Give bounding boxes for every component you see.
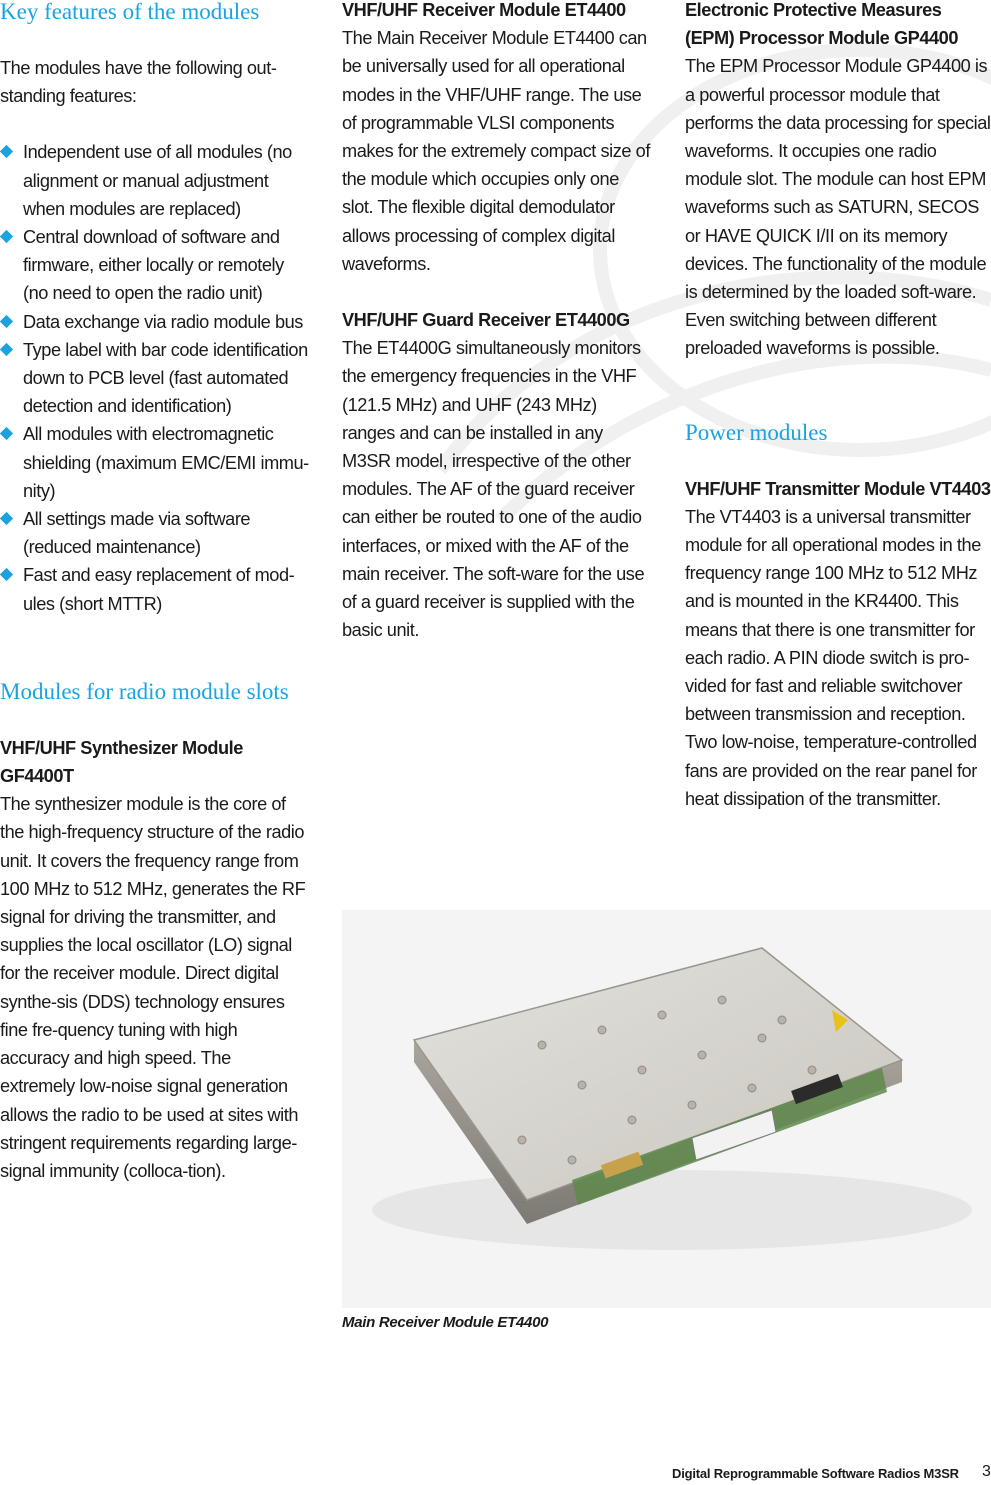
- column-right: [685, 0, 991, 813]
- power-heading: Power modules: [685, 419, 828, 445]
- features-list: [0, 138, 310, 617]
- feature-item: Fast and easy replacement of mod-ules (short MTTR): [0, 561, 310, 617]
- diamond-bullet-icon: [0, 568, 13, 581]
- column-left: [0, 0, 310, 1185]
- feature-item: Data exchange via radio module bus: [0, 308, 310, 336]
- guard-receiver-text: The ET4400G simultaneously monitors the emergency frequencies in the VHF (121.5 MHz) and UHF (243 MHz) ranges and can be installed in any M3SR model, irrespective of the other modules. The AF of the guard receiver can either be routed to one of the audio interfaces, or mixed with the AF of the main receiver. The soft-ware for the use of a guard receiver is supplied with the basic unit.: [342, 338, 645, 641]
- column-middle: [342, 0, 654, 644]
- receiver-text: The Main Receiver Module ET4400 can be universally used for all operational modes in the VHF/UHF range. The use of programmable VLSI components makes for the extremely compact size of the module which occupies only one slot. The flexible digital demodulator allows processing of complex digital waveforms.: [342, 28, 650, 274]
- diamond-bullet-icon: [0, 230, 13, 243]
- photo-caption: Main Receiver Module ET4400: [342, 1314, 549, 1331]
- transmitter-text: The VT4403 is a universal transmitter module for all operational modes in the frequency range 100 MHz to 512 MHz and is mounted in the KR4400. This means that there is one transmitter for each radio. A PIN diode switch is pro-vided for fast and reliable switchover between transmission and reception. Two low-noise, temperature-controlled fans are provided on the rear panel for heat dissipation of the transmitter.: [685, 506, 981, 809]
- diamond-bullet-icon: [0, 512, 13, 525]
- feature-item: All settings made via software (reduced maintenance): [0, 505, 310, 561]
- page-number: 3: [982, 1463, 991, 1480]
- transmitter-title: VHF/UHF Transmitter Module VT4403: [685, 478, 991, 499]
- features-heading: Key features of the modules: [0, 0, 260, 24]
- epm-text: The EPM Processor Module GP4400 is a powerful processor module that performs the data processing for special waveforms. It occupies one radio module slot. The module can host EPM waveforms such as SATURN, SECOS or HAVE QUICK I/II on its memory devices. The functionality of the module is determined by the loaded soft-ware. Even switching between different preloaded waveforms is possible.: [685, 56, 991, 359]
- diamond-bullet-icon: [0, 315, 13, 328]
- diamond-bullet-icon: [0, 145, 13, 158]
- guard-receiver-title: VHF/UHF Guard Receiver ET4400G: [342, 310, 630, 331]
- feature-item: Independent use of all modules (no alignment or manual adjustment when modules are replaced): [0, 138, 310, 223]
- features-intro: The modules have the following out-standing features:: [0, 58, 277, 107]
- footer-title: Digital Reprogrammable Software Radios M3SR: [672, 1466, 959, 1481]
- receiver-module-illustration: [342, 910, 991, 1308]
- diamond-bullet-icon: [0, 427, 13, 440]
- synthesizer-text: The synthesizer module is the core of the high-frequency structure of the radio unit. It covers the frequency range from 100 MHz to 512 MHz, generates the RF signal for driving the transmitter, and supplies the local oscillator (LO) signal for the receiver module. Direct digital synthe-sis (DDS) technology ensures fine fre-quency tuning with high accuracy and high speed. The extremely low-noise signal generation allows the radio to be used at sites with stringent requirements regarding large-signal immunity (colloca-tion).: [0, 794, 306, 1181]
- feature-item: Type label with bar code identification down to PCB level (fast automated detection and identification): [0, 336, 310, 421]
- receiver-module-photo: [342, 910, 991, 1308]
- slots-heading: Modules for radio module slots: [0, 678, 289, 704]
- feature-item: All modules with electromagnetic shielding (maximum EMC/EMI immu-nity): [0, 420, 310, 505]
- synthesizer-title: VHF/UHF Synthesizer Module GF4400T: [0, 737, 243, 787]
- receiver-title: VHF/UHF Receiver Module ET4400: [342, 0, 626, 20]
- diamond-bullet-icon: [0, 343, 13, 356]
- feature-item: Central download of software and firmware, either locally or remotely (no need to open the radio unit): [0, 223, 310, 308]
- epm-title: Electronic Protective Measures (EPM) Processor Module GP4400: [685, 0, 958, 49]
